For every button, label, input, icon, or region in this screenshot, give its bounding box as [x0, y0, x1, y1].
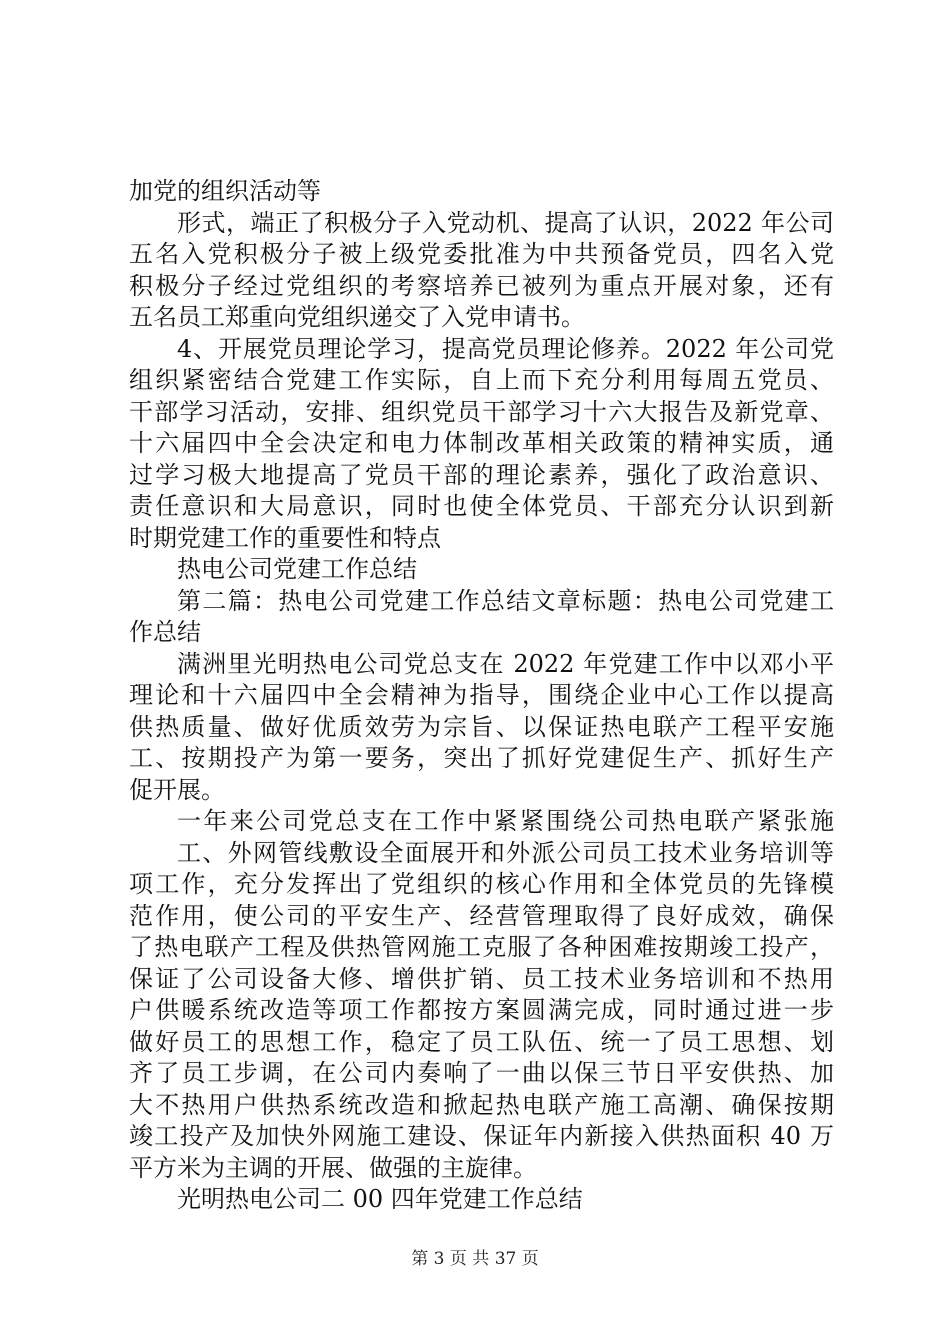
text-line: 五名员工郑重向党组织递交了入党申请书。 — [129, 303, 585, 331]
document-body — [129, 176, 834, 1216]
page-footer: 第 3 页 共 37 页 — [411, 1249, 539, 1269]
text-line: 十六届四中全会决定和电力体制改革相关政策的精神实质，通 — [129, 429, 834, 457]
text-line: 大不热用户供热系统改造和掀起热电联产施工高潮、确保按期 — [129, 1090, 834, 1119]
text-line: 了热电联产工程及供热管网施工克服了各种困难按期竣工投产， — [129, 933, 834, 961]
text-line: 形式，端正了积极分子入党动机、提高了认识，2022 年公司 — [177, 208, 834, 237]
text-line: 工、外网管线敷设全面展开和外派公司员工技术业务培训等 — [177, 838, 834, 867]
text-line: 保证了公司设备大修、增供扩销、员工技术业务培训和不热用 — [129, 964, 834, 993]
text-line: 平方米为主调的开展、做强的主旋律。 — [129, 1153, 537, 1182]
text-line: 积极分子经过党组织的考察培养已被列为重点开展对象，还有 — [129, 271, 834, 300]
text-line: 齐了员工步调，在公司内奏响了一曲以保三节日平安供热、加 — [129, 1059, 834, 1087]
text-line: 工、按期投产为第一要务，突出了抓好党建促生产、抓好生产 — [129, 744, 834, 772]
text-line: 户供暖系统改造等项工作都按方案圆满完成，同时通过进一步 — [129, 996, 834, 1024]
text-line: 第二篇：热电公司党建工作总结文章标题：热电公司党建工 — [177, 586, 834, 615]
text-line: 组织紧密结合党建工作实际，自上而下充分利用每周五党员、 — [129, 366, 834, 394]
text-line: 范作用，使公司的平安生产、经营管理取得了良好成效，确保 — [129, 901, 834, 930]
text-line: 光明热电公司二 00 四年党建工作总结 — [177, 1185, 583, 1213]
text-line: 促开展。 — [129, 775, 225, 804]
text-line: 加党的组织活动等 — [129, 177, 321, 205]
text-line: 五名入党积极分子被上级党委批准为中共预备党员，四名入党 — [129, 240, 834, 268]
text-line: 供热质量、做好优质效劳为宗旨、以保证热电联产工程平安施 — [129, 712, 834, 741]
text-line: 竣工投产及加快外网施工建设、保证年内新接入供热面积 40 万 — [129, 1122, 834, 1150]
text-line: 做好员工的思想工作，稳定了员工队伍、统一了员工思想、划 — [129, 1027, 834, 1056]
text-line: 责任意识和大局意识，同时也使全体党员、干部充分认识到新 — [129, 492, 834, 520]
text-line: 作总结 — [129, 618, 201, 646]
text-line: 理论和十六届四中全会精神为指导，围绕企业中心工作以提高 — [129, 681, 834, 709]
text-line: 满洲里光明热电公司党总支在 2022 年党建工作中以邓小平 — [177, 649, 834, 678]
text-line: 一年来公司党总支在工作中紧紧围绕公司热电联产紧张施 — [177, 807, 834, 835]
text-line: 项工作，充分发挥出了党组织的核心作用和全体党员的先锋模 — [129, 870, 834, 898]
text-line: 过学习极大地提高了党员干部的理论素养，强化了政治意识、 — [129, 460, 834, 489]
text-line: 4、开展党员理论学习，提高党员理论修养。2022 年公司党 — [177, 334, 834, 363]
text-line: 干部学习活动，安排、组织党员干部学习十六大报告及新党章、 — [129, 397, 834, 426]
text-line: 热电公司党建工作总结 — [177, 555, 417, 583]
text-line: 时期党建工作的重要性和特点 — [129, 523, 441, 552]
